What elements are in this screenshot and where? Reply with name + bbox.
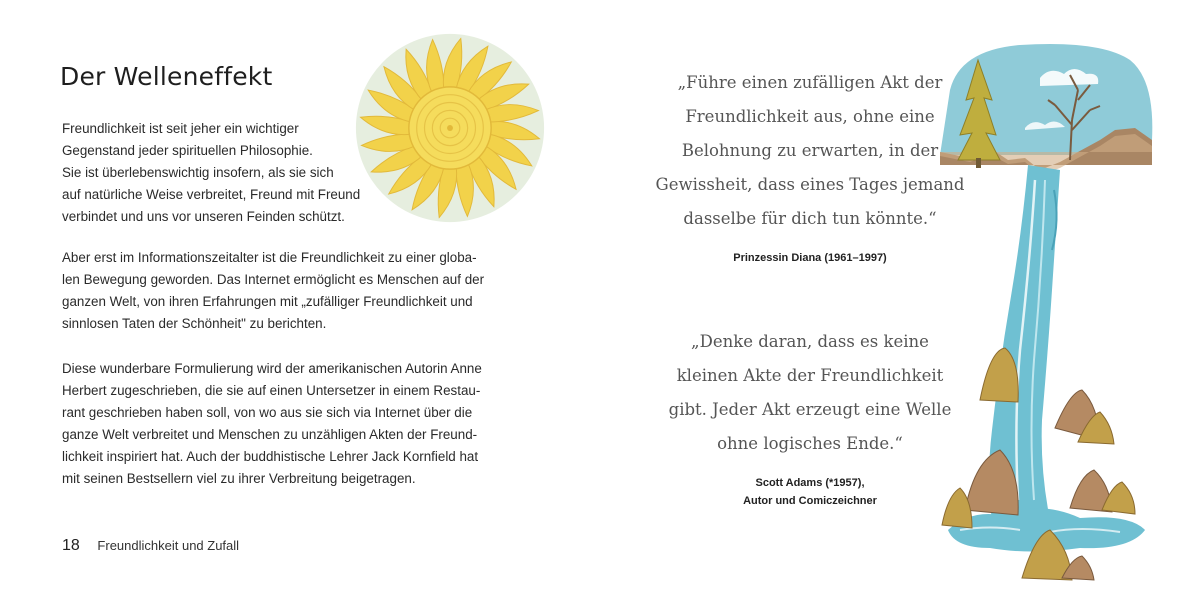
quote-line: Gewissheit, dass eines Tages jemand: [655, 175, 965, 194]
quote-line: „Führe einen zufälligen Akt der: [677, 73, 943, 92]
text-line: auf natürliche Weise verbreitet, Freund mit Freund: [62, 187, 361, 202]
text-line: Herbert zugeschrieben, die sie auf einen Untersetzer in einem Restau-: [62, 383, 481, 398]
text-line: Freundlichkeit ist seit jeher ein wichtiger: [62, 121, 299, 136]
text-line: verbindet und uns vor unseren Feinden schützt.: [62, 209, 345, 224]
quote-2: [640, 325, 980, 461]
text-line: Aber erst im Informationszeitalter ist die Freundlichkeit zu einer globa-: [62, 250, 477, 265]
attribution-line: Scott Adams (*1957),: [755, 477, 865, 489]
attribution-line: Prinzessin Diana (1961–1997): [733, 252, 887, 264]
text-line: rant geschrieben haben soll, von wo aus sie sich via Internet über die: [62, 405, 473, 420]
quote-line: ohne logisches Ende.“: [717, 434, 903, 453]
page-title: Der Welleneffekt: [60, 62, 273, 91]
text-line: lichkeit inspiriert hat. Auch der buddhistische Lehrer Jack Kornfield hat: [62, 449, 479, 464]
quote-line: kleinen Akte der Freundlichkeit: [676, 366, 944, 385]
page-number: 18: [62, 537, 80, 554]
page-footer: [62, 537, 239, 555]
text-line: mit seinen Bestsellern viel zu ihrer Verbreitung beigetragen.: [62, 471, 416, 486]
text-line: Sie ist überlebenswichtig insofern, als sie sich: [62, 165, 334, 180]
text-line: len Bewegung geworden. Das Internet ermöglicht es Menschen auf der: [62, 272, 485, 287]
attribution-line: Autor und Comiczeichner: [743, 495, 877, 507]
quote-line: Belohnung zu erwarten, in der: [681, 141, 939, 160]
text-line: sinnlosen Taten der Schönheit" zu berichten.: [62, 316, 327, 331]
quote-line: dasselbe für dich tun könnte.“: [683, 209, 937, 228]
text-line: ganzen Welt, von ihren Erfahrungen mit „zufälliger Freundlichkeit und: [62, 294, 473, 309]
waterfall-illustration: [930, 30, 1170, 590]
text-line: Diese wunderbare Formulierung wird der amerikanischen Autorin Anne: [62, 361, 482, 376]
sun-illustration: [352, 30, 548, 226]
text-line: ganze Welt verbreitet und Menschen zu unzähligen Akten der Freund-: [62, 427, 478, 442]
paragraph-2: [62, 247, 484, 335]
quote-line: gibt. Jeder Akt erzeugt eine Welle: [668, 400, 952, 419]
quote-line: Freundlichkeit aus, ohne eine: [685, 107, 935, 126]
running-title: Freundlichkeit und Zufall: [97, 538, 240, 553]
text-line: Gegenstand jeder spirituellen Philosophie.: [62, 143, 313, 158]
quote-2-attribution: [640, 474, 980, 510]
quote-1-attribution: [640, 249, 980, 267]
paragraph-1: [62, 118, 360, 228]
paragraph-3: [62, 358, 482, 490]
quote-1: [640, 66, 980, 236]
quote-line: „Denke daran, dass es keine: [691, 332, 929, 351]
